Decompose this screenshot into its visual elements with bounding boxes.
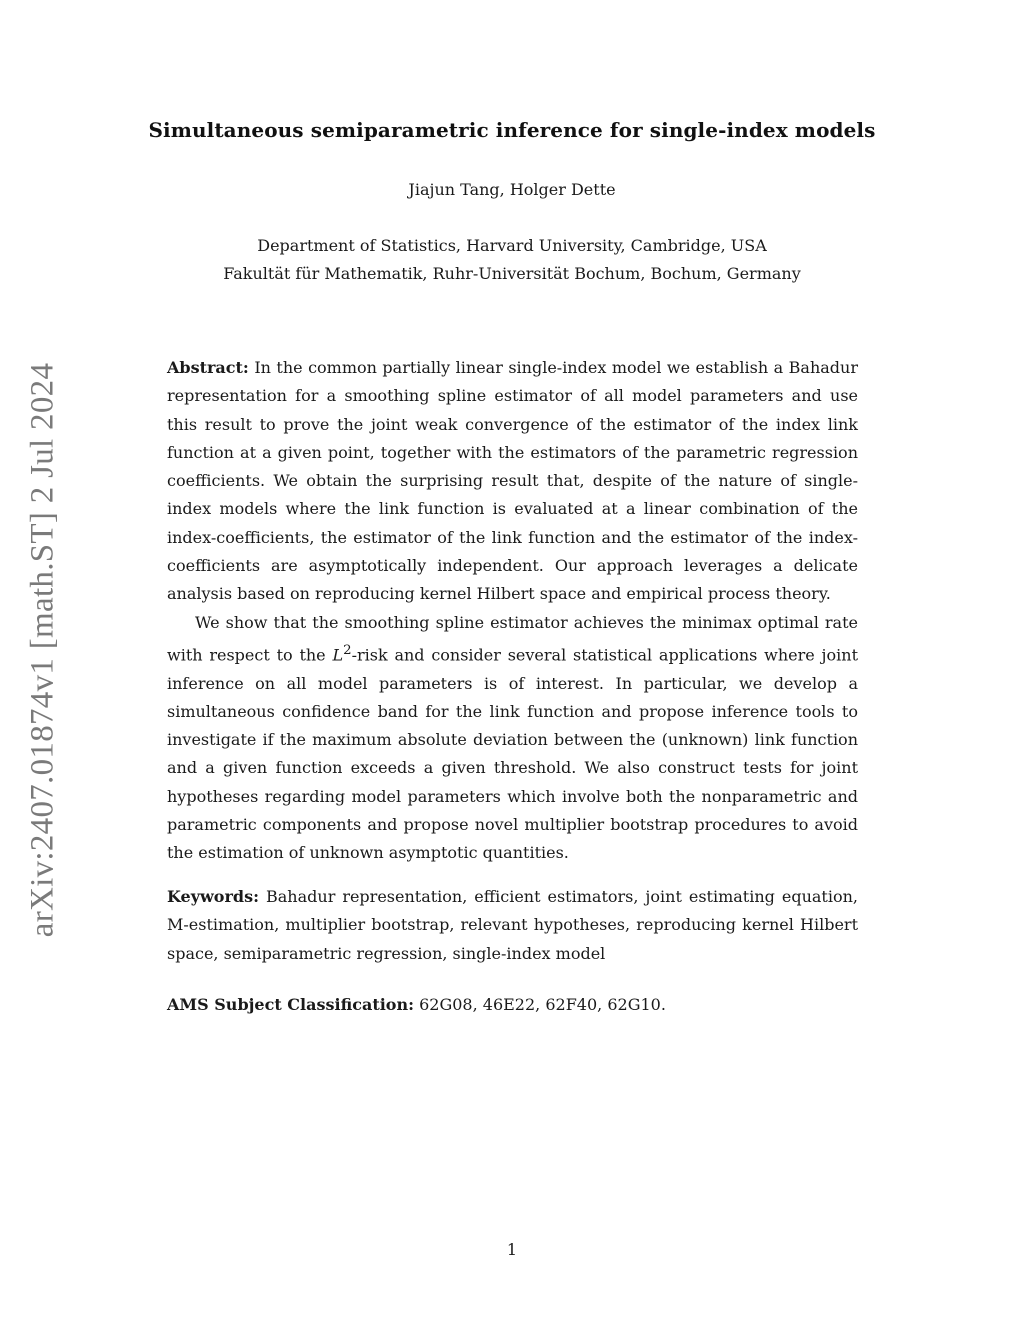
abstract	[167, 354, 858, 868]
authors: Jiajun Tang, Holger Dette	[408, 180, 616, 199]
l2-math-symbol: L	[332, 645, 344, 665]
keywords-label: Keywords:	[167, 887, 260, 906]
l2-superscript: 2	[343, 642, 352, 658]
abstract-label: Abstract:	[167, 358, 249, 377]
ams-codes: 62G08, 46E22, 62F40, 62G10.	[419, 995, 666, 1014]
page-number: 1	[506, 1240, 518, 1259]
keywords-text: Bahadur representation, efficient estimators, joint estimating equation, M-estimation, multiplier bootstrap, relevant hypotheses, reproducing kernel Hilbert space, semiparametric regression, single-index model	[167, 887, 858, 963]
ams-classification	[167, 991, 858, 1019]
affiliation-harvard: Department of Statistics, Harvard University, Cambridge, USA	[257, 236, 767, 255]
arxiv-sidebar-identifier: arXiv:2407.01874v1 [math.ST] 2 Jul 2024	[24, 362, 61, 938]
abstract-paragraph-2	[167, 609, 858, 868]
abstract-text-2b: -risk and consider several statistical applications where joint inference on all model parameters is of interest. In particular, we develop a simultaneous confidence band for the link function and propose inference tools to investigate if the maximum absolute deviation between the (unknown) link function and a given function exceeds a given threshold. We also construct tests for joint hypotheses regarding model parameters which involve both the nonparametric and parametric components and propose novel multiplier bootstrap procedures to avoid the estimation of unknown asymptotic quantities.	[167, 645, 858, 863]
keywords	[167, 883, 858, 968]
paper-title: Simultaneous semiparametric inference for single-index models	[148, 118, 876, 142]
abstract-paragraph-1	[167, 354, 858, 609]
ams-label: AMS Subject Classification:	[167, 995, 414, 1014]
affiliation-bochum: Fakultät für Mathematik, Ruhr-Universität Bochum, Bochum, Germany	[223, 264, 801, 283]
abstract-text-2a: We show that the smoothing spline estimator achieves the minimax optimal rate with respect to the	[167, 612, 858, 665]
abstract-text-1: In the common partially linear single-index model we establish a Bahadur representation for a smoothing spline estimator of all model parameters and use this result to prove the joint weak convergence of the estimator of the index link function at a given point, together with the estimators of the parametric regression coefficients. We obtain the surprising result that, despite of the nature of single-index models where the link function is evaluated at a linear combination of the index-coefficients, the estimator of the link function and the estimator of the index-coefficients are asymptotically independent. Our approach leverages a delicate analysis based on reproducing kernel Hilbert space and empirical process theory.	[167, 358, 858, 604]
